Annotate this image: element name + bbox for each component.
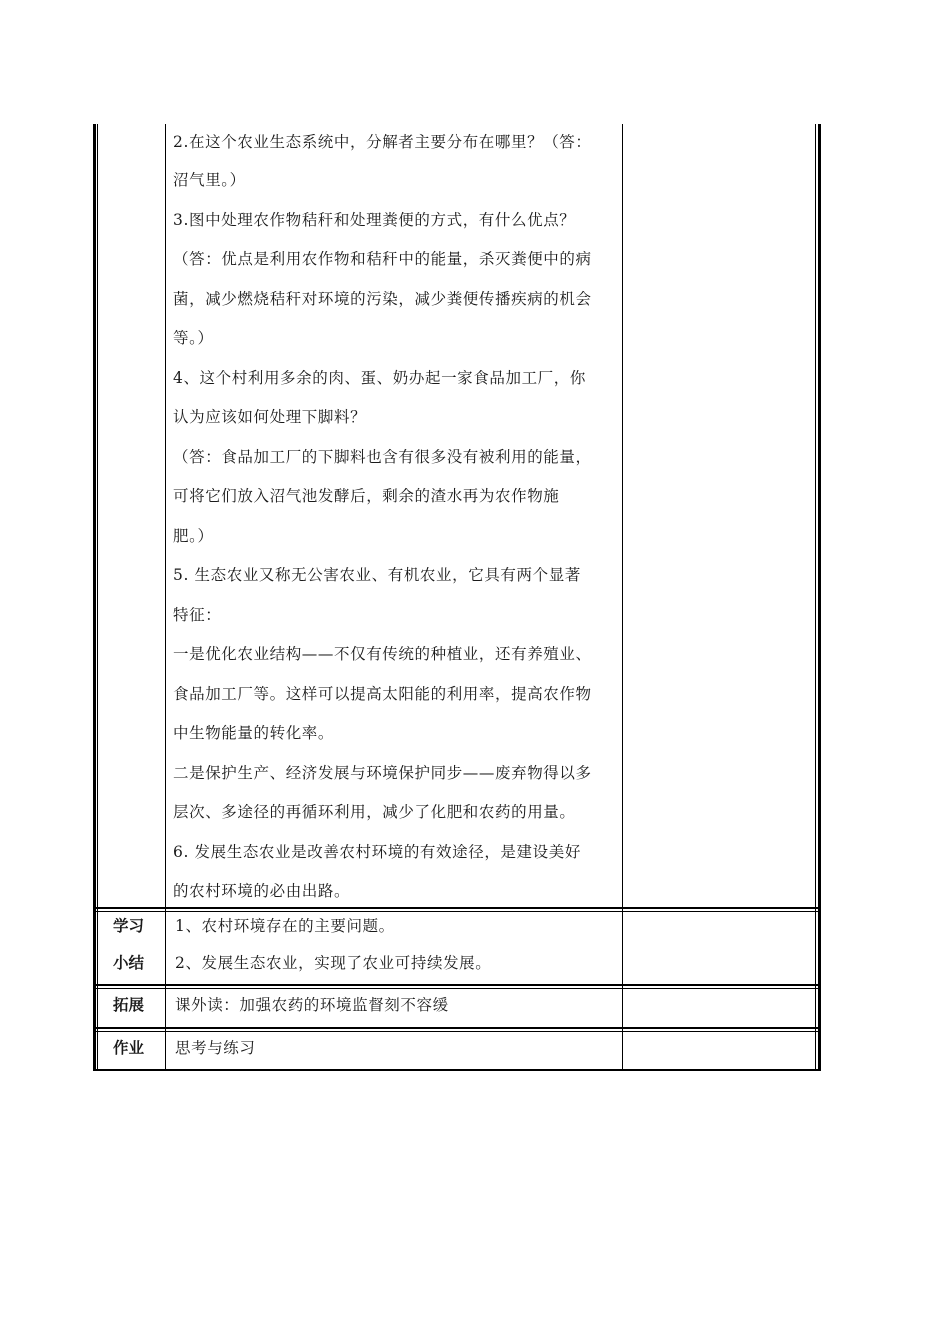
table-border-left-inner — [97, 124, 98, 1071]
content-line: 3.图中处理农作物秸秆和处理粪便的方式，有什么优点？ — [173, 210, 576, 229]
table-border-bottom — [93, 1069, 821, 1071]
table-border-right-inner — [815, 124, 816, 1071]
content-line: 2.在这个农业生态系统中，分解者主要分布在哪里？（答： — [173, 133, 592, 151]
extension-text: 课外读：加强农药的环境监督刻不容缓 — [175, 996, 449, 1014]
content-line: 层次、多途径的再循环利用，减少了化肥和农药的用量。 — [173, 803, 576, 821]
content-line: （答：优点是利用农作物和秸秆中的能量，杀灭粪便中的病 — [173, 250, 592, 268]
content-line: （答：食品加工厂的下脚料也含有很多没有被利用的能量， — [173, 447, 592, 466]
summary-label-line2: 小结 — [113, 954, 145, 972]
content-line: 可将它们放入沼气池发酵后，剩余的渣水再为农作物施 — [173, 487, 560, 505]
content-line: 一是优化农业结构——不仅有传统的种植业，还有养殖业、 — [173, 645, 592, 663]
table-border-right — [818, 124, 821, 1071]
content-line: 中生物能量的转化率。 — [173, 724, 335, 742]
summary-label-line1: 学习 — [113, 917, 145, 935]
homework-label: 作业 — [113, 1039, 145, 1057]
content-line: 沼气里。） — [173, 171, 246, 189]
summary-item: 2、发展生态农业，实现了农业可持续发展。 — [175, 954, 492, 972]
content-line: 肥。） — [173, 526, 214, 545]
content-line: 特征： — [173, 605, 222, 624]
main-content — [173, 124, 618, 912]
column-divider-label — [165, 124, 166, 1071]
content-line: 食品加工厂等。这样可以提高太阳能的利用率，提高农作物 — [173, 684, 592, 703]
homework-text: 思考与练习 — [175, 1039, 256, 1057]
content-line: 5. 生态农业又称无公害农业、有机农业，它具有两个显著 — [173, 566, 581, 584]
column-divider-notes — [622, 124, 623, 1071]
content-line: 等。） — [173, 329, 214, 347]
content-line: 4、这个村利用多余的肉、蛋、奶办起一家食品加工厂，你 — [173, 368, 586, 387]
content-line: 二是保护生产、经济发展与环境保护同步——废弃物得以多 — [173, 763, 592, 782]
content-line: 的农村环境的必由出路。 — [173, 882, 351, 900]
content-line: 菌，减少燃烧秸秆对环境的污染，减少粪便传播疾病的机会 — [173, 289, 592, 308]
table-border-left — [93, 124, 96, 1071]
row-divider-homework — [93, 1027, 821, 1032]
content-line: 6. 发展生态农业是改善农村环境的有效途径，是建设美好 — [173, 842, 581, 861]
summary-item: 1、农村环境存在的主要问题。 — [175, 917, 395, 935]
content-line: 认为应该如何处理下脚料？ — [173, 408, 367, 426]
row-divider-extension — [93, 984, 821, 989]
extension-label: 拓展 — [113, 996, 145, 1014]
